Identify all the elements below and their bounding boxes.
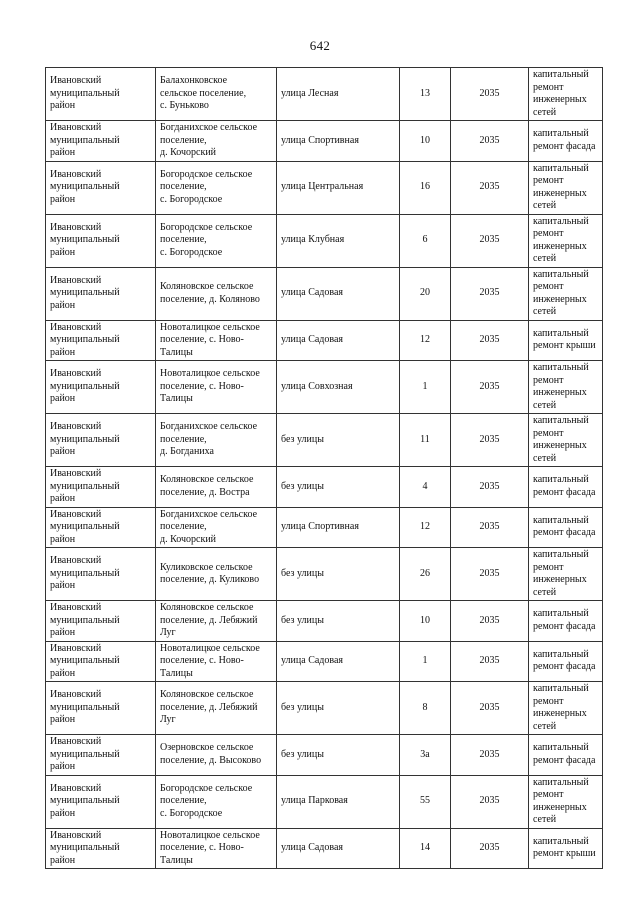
year-cell: 2035 xyxy=(451,682,529,735)
district-line: район xyxy=(50,446,76,458)
work-type-cell xyxy=(529,121,603,162)
work-type-line: сетей xyxy=(533,253,557,264)
year-cell: 2035 xyxy=(451,361,529,414)
settlement-line: поселение, д. Лебяжий xyxy=(160,701,258,713)
settlement-line: поселение, д. Куликово xyxy=(160,574,260,585)
work-type-cell xyxy=(529,507,603,548)
settlement-cell xyxy=(156,735,277,776)
work-type-line: ремонт xyxy=(533,789,564,800)
work-type-line: сетей xyxy=(533,399,557,411)
settlement-cell xyxy=(156,775,277,828)
settlement-cell xyxy=(156,320,277,361)
settlement-cell xyxy=(156,161,277,214)
work-type-line: капитальный xyxy=(533,608,589,620)
house-number-cell: 14 xyxy=(400,828,451,869)
settlement-line: поселение, xyxy=(160,181,207,193)
work-type-line: ремонт xyxy=(533,427,564,439)
work-type-cell xyxy=(529,775,603,828)
settlement-cell xyxy=(156,548,277,601)
work-type-line: капитальный xyxy=(533,362,589,373)
settlement-line: поселение, xyxy=(160,433,207,445)
settlement-line: Новоталицкое сельское xyxy=(160,321,260,333)
work-type-line: ремонт xyxy=(533,281,564,292)
table-row xyxy=(46,467,603,508)
district-line: Ивановский xyxy=(50,468,102,479)
year-cell: 2035 xyxy=(451,507,529,548)
district-line: муниципальный xyxy=(50,380,120,392)
settlement-line: поселение, д. Высоково xyxy=(160,754,262,766)
settlement-line: с. Буньково xyxy=(160,100,209,112)
work-type-line: сетей xyxy=(533,306,557,317)
settlement-cell xyxy=(156,121,277,162)
settlement-cell xyxy=(156,828,277,869)
district-cell xyxy=(46,414,156,467)
district-cell xyxy=(46,507,156,548)
settlement-line: Новоталицкое сельское xyxy=(160,829,260,841)
year-cell: 2035 xyxy=(451,68,529,121)
district-line: район xyxy=(50,193,76,205)
table-row xyxy=(46,682,603,735)
table-row xyxy=(46,414,603,467)
settlement-line: поселение, xyxy=(160,795,207,807)
settlement-line: поселение, с. Ново- xyxy=(160,380,244,392)
street-cell: без улицы xyxy=(277,414,400,467)
settlement-line: Куликовское сельское xyxy=(160,561,253,573)
settlement-line: поселение, д. Востра xyxy=(160,486,250,498)
street-cell: улица Совхозная xyxy=(277,361,400,414)
settlement-line: Талицы xyxy=(160,854,193,866)
settlement-line: Луг xyxy=(160,627,176,638)
table-row xyxy=(46,214,603,267)
work-type-line: капитальный xyxy=(533,648,589,660)
district-line: муниципальный xyxy=(50,181,120,193)
settlement-cell xyxy=(156,641,277,682)
registry-body xyxy=(46,68,603,869)
year-cell: 2035 xyxy=(451,548,529,601)
settlement-cell xyxy=(156,68,277,121)
work-type-line: капитальный xyxy=(533,549,589,560)
year-cell: 2035 xyxy=(451,775,529,828)
work-type-cell xyxy=(529,267,603,320)
district-line: муниципальный xyxy=(50,433,120,445)
work-type-line: капитальный xyxy=(533,162,589,174)
settlement-line: Луг xyxy=(160,714,176,726)
table-row xyxy=(46,775,603,828)
street-cell: улица Парковая xyxy=(277,775,400,828)
district-line: Ивановский xyxy=(50,642,102,654)
work-type-cell xyxy=(529,641,603,682)
table-row xyxy=(46,161,603,214)
work-type-line: инженерных xyxy=(533,293,587,305)
work-type-line: ремонт xyxy=(533,175,564,186)
house-number-cell: 16 xyxy=(400,161,451,214)
district-line: Ивановский xyxy=(50,221,102,233)
table-row xyxy=(46,361,603,414)
work-type-line: капитальный xyxy=(533,415,589,426)
house-number-cell: 1 xyxy=(400,361,451,414)
district-line: Ивановский xyxy=(50,736,102,747)
district-cell xyxy=(46,467,156,508)
district-line: Ивановский xyxy=(50,75,102,87)
house-number-cell: 11 xyxy=(400,414,451,467)
district-line: район xyxy=(50,493,76,504)
district-cell xyxy=(46,828,156,869)
house-number-cell: 12 xyxy=(400,320,451,361)
settlement-line: поселение, с. Ново- xyxy=(160,842,244,853)
work-type-line: сетей xyxy=(533,814,557,825)
settlement-cell xyxy=(156,214,277,267)
work-type-line: сетей xyxy=(533,586,557,598)
page-number: 642 xyxy=(309,38,331,53)
year-cell: 2035 xyxy=(451,214,529,267)
work-type-line: ремонт xyxy=(533,228,564,239)
settlement-line: с. Богородское xyxy=(160,246,223,258)
settlement-line: Богданихское сельское xyxy=(160,508,258,520)
repair-registry-table xyxy=(45,67,603,869)
table-row xyxy=(46,68,603,121)
district-line: муниципальный xyxy=(50,795,120,807)
year-cell: 2035 xyxy=(451,267,529,320)
work-type-line: инженерных xyxy=(533,574,587,585)
district-line: Ивановский xyxy=(50,829,102,841)
house-number-cell: 1 xyxy=(400,641,451,682)
work-type-line: ремонт xyxy=(533,695,564,707)
house-number-cell: 8 xyxy=(400,682,451,735)
settlement-line: Балахонковское xyxy=(160,75,228,87)
work-type-cell xyxy=(529,214,603,267)
street-cell: улица Лесная xyxy=(277,68,400,121)
street-cell: улица Садовая xyxy=(277,641,400,682)
street-cell: улица Садовая xyxy=(277,828,400,869)
house-number-cell: 20 xyxy=(400,267,451,320)
house-number-cell: 55 xyxy=(400,775,451,828)
district-line: район xyxy=(50,100,76,112)
settlement-cell xyxy=(156,507,277,548)
district-cell xyxy=(46,320,156,361)
work-type-line: ремонт фасада xyxy=(533,620,596,632)
work-type-line: инженерных xyxy=(533,387,587,398)
street-cell: улица Центральная xyxy=(277,161,400,214)
district-line: муниципальный xyxy=(50,614,120,626)
district-cell xyxy=(46,267,156,320)
work-type-line: ремонт xyxy=(533,374,564,386)
work-type-line: инженерных xyxy=(533,708,587,719)
work-type-line: капитальный xyxy=(533,742,589,754)
settlement-line: Коляновское сельское xyxy=(160,602,254,613)
table-row xyxy=(46,267,603,320)
district-line: Ивановский xyxy=(50,168,102,180)
house-number-cell: 26 xyxy=(400,548,451,601)
work-type-line: ремонт крыши xyxy=(533,340,596,352)
district-line: муниципальный xyxy=(50,234,120,246)
table-row xyxy=(46,601,603,642)
street-cell: улица Садовая xyxy=(277,320,400,361)
district-line: муниципальный xyxy=(50,134,120,146)
district-line: Ивановский xyxy=(50,368,102,380)
table-row xyxy=(46,320,603,361)
table-row xyxy=(46,121,603,162)
street-cell: улица Клубная xyxy=(277,214,400,267)
district-cell xyxy=(46,121,156,162)
work-type-line: ремонт крыши xyxy=(533,848,596,860)
settlement-cell xyxy=(156,467,277,508)
work-type-line: ремонт фасада xyxy=(533,140,596,152)
district-line: муниципальный xyxy=(50,748,120,760)
settlement-line: поселение, с. Ново- xyxy=(160,655,244,666)
year-cell: 2035 xyxy=(451,601,529,642)
work-type-line: инженерных xyxy=(533,801,587,813)
district-line: район xyxy=(50,147,76,158)
district-line: муниципальный xyxy=(50,655,120,666)
house-number-cell: 3а xyxy=(400,735,451,776)
district-line: район xyxy=(50,714,76,726)
district-cell xyxy=(46,682,156,735)
district-cell xyxy=(46,735,156,776)
work-type-line: сетей xyxy=(533,106,557,118)
settlement-line: Коляновское сельское xyxy=(160,474,254,486)
house-number-cell: 12 xyxy=(400,507,451,548)
work-type-line: ремонт фасада xyxy=(533,486,596,498)
house-number-cell: 10 xyxy=(400,121,451,162)
street-cell: без улицы xyxy=(277,682,400,735)
table-row xyxy=(46,641,603,682)
district-line: Ивановский xyxy=(50,321,102,333)
district-line: Ивановский xyxy=(50,274,102,286)
settlement-line: поселение, xyxy=(160,234,207,246)
settlement-line: поселение, xyxy=(160,521,207,532)
settlement-line: Озерновское сельское xyxy=(160,742,254,754)
work-type-line: ремонт фасада xyxy=(533,754,596,766)
district-line: муниципальный xyxy=(50,567,120,579)
settlement-cell xyxy=(156,361,277,414)
settlement-line: поселение, д. Лебяжий xyxy=(160,614,258,626)
district-line: район xyxy=(50,346,76,358)
settlement-cell xyxy=(156,414,277,467)
work-type-line: капитальный xyxy=(533,69,589,80)
settlement-line: поселение, с. Ново- xyxy=(160,334,244,345)
street-cell: без улицы xyxy=(277,467,400,508)
district-line: Ивановский xyxy=(50,602,102,613)
work-type-line: капитальный xyxy=(533,835,589,847)
table-row xyxy=(46,548,603,601)
district-line: Ивановский xyxy=(50,421,102,433)
work-type-line: сетей xyxy=(533,720,557,732)
year-cell: 2035 xyxy=(451,467,529,508)
street-cell: без улицы xyxy=(277,548,400,601)
district-line: муниципальный xyxy=(50,701,120,713)
settlement-line: Талицы xyxy=(160,393,193,405)
work-type-cell xyxy=(529,361,603,414)
settlement-line: Талицы xyxy=(160,346,193,358)
district-line: муниципальный xyxy=(50,334,120,345)
district-line: район xyxy=(50,580,76,592)
work-type-line: ремонт xyxy=(533,81,564,93)
district-line: муниципальный xyxy=(50,521,120,532)
street-cell: улица Спортивная xyxy=(277,121,400,162)
year-cell: 2035 xyxy=(451,414,529,467)
table-row xyxy=(46,735,603,776)
district-cell xyxy=(46,68,156,121)
house-number-cell: 6 xyxy=(400,214,451,267)
year-cell: 2035 xyxy=(451,735,529,776)
district-line: район xyxy=(50,761,76,772)
settlement-cell xyxy=(156,267,277,320)
work-type-line: инженерных xyxy=(533,440,587,451)
district-line: Ивановский xyxy=(50,508,102,520)
table-row xyxy=(46,828,603,869)
district-line: муниципальный xyxy=(50,287,120,299)
settlement-line: поселение, д. Коляново xyxy=(160,293,260,305)
settlement-line: Богданихское сельское xyxy=(160,421,258,433)
district-line: район xyxy=(50,627,76,638)
settlement-line: Талицы xyxy=(160,667,193,679)
settlement-line: д. Богданиха xyxy=(160,446,214,458)
work-type-cell xyxy=(529,601,603,642)
district-line: Ивановский xyxy=(50,782,102,794)
year-cell: 2035 xyxy=(451,641,529,682)
work-type-line: сетей xyxy=(533,200,557,211)
work-type-line: инженерных xyxy=(533,187,587,199)
work-type-cell xyxy=(529,414,603,467)
district-cell xyxy=(46,214,156,267)
work-type-cell xyxy=(529,548,603,601)
settlement-line: Коляновское сельское xyxy=(160,689,254,701)
settlement-cell xyxy=(156,601,277,642)
work-type-line: ремонт xyxy=(533,561,564,573)
district-cell xyxy=(46,161,156,214)
settlement-line: с. Богородское xyxy=(160,193,223,205)
settlement-line: с. Богородское xyxy=(160,807,223,819)
work-type-line: инженерных xyxy=(533,240,587,252)
work-type-line: ремонт фасада xyxy=(533,527,596,539)
district-line: муниципальный xyxy=(50,480,120,492)
district-cell xyxy=(46,641,156,682)
house-number-cell: 4 xyxy=(400,467,451,508)
district-line: муниципальный xyxy=(50,842,120,853)
work-type-line: капитальный xyxy=(533,776,589,788)
work-type-line: капитальный xyxy=(533,268,589,280)
work-type-cell xyxy=(529,68,603,121)
work-type-cell xyxy=(529,828,603,869)
settlement-line: Богородское сельское xyxy=(160,168,253,180)
district-line: муниципальный xyxy=(50,87,120,99)
year-cell: 2035 xyxy=(451,828,529,869)
year-cell: 2035 xyxy=(451,121,529,162)
district-line: район xyxy=(50,299,76,311)
work-type-cell xyxy=(529,320,603,361)
settlement-line: Коляновское сельское xyxy=(160,281,254,292)
settlement-line: сельское поселение, xyxy=(160,87,247,99)
house-number-cell: 10 xyxy=(400,601,451,642)
district-cell xyxy=(46,775,156,828)
settlement-line: Богородское сельское xyxy=(160,221,253,233)
district-line: район xyxy=(50,393,76,405)
district-line: район xyxy=(50,807,76,819)
district-cell xyxy=(46,361,156,414)
settlement-line: д. Кочорский xyxy=(160,533,217,545)
settlement-line: д. Кочорский xyxy=(160,147,217,158)
work-type-cell xyxy=(529,467,603,508)
district-cell xyxy=(46,548,156,601)
year-cell: 2035 xyxy=(451,161,529,214)
street-cell: без улицы xyxy=(277,735,400,776)
work-type-line: ремонт фасада xyxy=(533,661,596,673)
work-type-cell xyxy=(529,682,603,735)
work-type-cell xyxy=(529,161,603,214)
street-cell: улица Садовая xyxy=(277,267,400,320)
house-number-cell: 13 xyxy=(400,68,451,121)
work-type-line: капитальный xyxy=(533,474,589,486)
settlement-cell xyxy=(156,682,277,735)
work-type-line: капитальный xyxy=(533,514,589,526)
district-line: Ивановский xyxy=(50,122,102,133)
street-cell: без улицы xyxy=(277,601,400,642)
district-line: район xyxy=(50,667,76,679)
year-cell: 2035 xyxy=(451,320,529,361)
settlement-line: Богданихское сельское xyxy=(160,122,258,133)
work-type-line: сетей xyxy=(533,452,557,464)
work-type-line: капитальный xyxy=(533,215,589,227)
district-cell xyxy=(46,601,156,642)
table-row xyxy=(46,507,603,548)
district-line: Ивановский xyxy=(50,689,102,701)
work-type-cell xyxy=(529,735,603,776)
settlement-line: Новоталицкое сельское xyxy=(160,368,260,380)
settlement-line: поселение, xyxy=(160,134,207,146)
work-type-line: инженерных xyxy=(533,94,587,105)
district-line: район xyxy=(50,533,76,545)
district-line: Ивановский xyxy=(50,555,102,567)
work-type-line: капитальный xyxy=(533,683,589,694)
district-line: район xyxy=(50,246,76,258)
work-type-line: капитальный xyxy=(533,327,589,339)
district-line: район xyxy=(50,854,76,866)
street-cell: улица Спортивная xyxy=(277,507,400,548)
settlement-line: Новоталицкое сельское xyxy=(160,642,260,654)
settlement-line: Богородское сельское xyxy=(160,782,253,794)
work-type-line: капитальный xyxy=(533,128,589,140)
